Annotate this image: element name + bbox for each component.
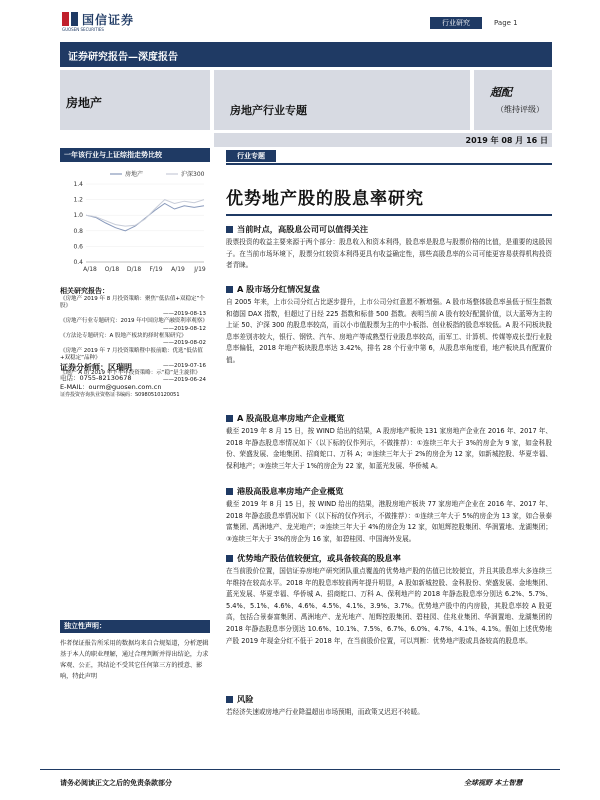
report-date: ——2019-07-16 [163, 362, 206, 369]
series-line-1 [86, 204, 204, 231]
section-body: 股票投资的收益主要来源于两个部分：股息收入和资本利得，股息率是股息与股票价格的比值，是重要的选股因子。在当前市场环境下，股票分红较资本利得更具有收益确定性，那些高股息率的公司可能更容易获得机构投资者青睐。 [226, 238, 552, 270]
y-tick-label: 1.2 [73, 196, 83, 204]
x-tick-label: A/19 [171, 266, 185, 273]
analyst-contact [60, 374, 180, 400]
section-heading: A 股高股息率房地产企业概览 [237, 413, 345, 423]
x-tick-label: O/18 [104, 266, 120, 273]
bullet-icon [226, 555, 233, 562]
bullet-icon [226, 286, 233, 293]
y-tick-label: 1.0 [73, 212, 83, 220]
x-tick-label: J/19 [194, 266, 206, 273]
logo-icon [62, 12, 78, 26]
analyst [60, 362, 132, 373]
y-tick-label: 0.4 [73, 259, 83, 266]
sector-name: 房地产 [66, 96, 103, 110]
date-bar [214, 133, 552, 147]
page-number: Page 1 [494, 19, 518, 27]
section-6 [226, 694, 552, 719]
section-heading: 港股高股息率房地产企业概览 [237, 486, 344, 496]
analyst-label: 证券分析师： [60, 363, 108, 372]
disclaimer-title: 独立性声明： [60, 620, 210, 633]
section-4 [226, 486, 552, 545]
y-tick-label: 0.8 [73, 227, 83, 235]
main-tag: 行业专题 [226, 150, 276, 162]
section-body: 自 2005 年来，上市公司分红占比逐步提升，上市公司分红意愿不断增强。A 股市场整体股息率虽低于恒生指数和德国 DAX 指数，但超过了日经 225 指数和标普 500 指数。表明当前 A 股有较好配置价值，以大蓝筹为主的上证 50、沪深 300 的股息率较高，而以小市值股票为主的中小板指、创业板指的股息率较低。A 股不同板块股息率差别亦较大，银行、钢铁、汽车、房地产等成熟型行业股息率较高，而军工、计算机、传媒等成长型行业股息率偏低，2018 年地产板块股息率达 3.42%，排名 28 个行业中第 6，从股息率角度看，地产板块具有配置价值。 [226, 298, 552, 364]
section-3 [226, 413, 552, 472]
section-heading: 当前时点，高股息公司可以值得关注 [237, 224, 369, 234]
top-category-tag: 行业研究 [430, 17, 482, 29]
bullet-icon [226, 415, 233, 422]
section-body: 截至 2019 年 8 月 15 日，按 WIND 给出的结果，港股房地产板块 77 家房地产企业在 2016 年、2017 年、2018 年静态股息率情况如下（以下标的仅作列示，不做推荐）：①连续三年大于 5%的房企为 13 家，如合景泰富集团、禹洲地产、龙光地产；②连续三年大于 4%的房企为 12 家，如旭辉控股集团、华润置地、龙湖集团；③连续三年大于 3%的房企为 16 家，如碧桂园、中国海外发展。 [226, 500, 552, 543]
disclaimer-text: 作者保证报告所采用的数据均来自合规渠道，分析逻辑基于本人的职业理解，通过合理判断并得出结论，力求客观、公正，其结论不受其它任何第三方的授意、影响，特此声明 [60, 640, 209, 680]
section-heading: 优势地产股估值较便宜，或具备较高的股息率 [237, 553, 401, 563]
y-tick-label: 0.6 [73, 243, 83, 251]
rating-box [474, 70, 552, 130]
company-name-en: GUOSEN SECURITIES [62, 27, 104, 32]
report-item: 《房地产 2019 年 7 月投资策略暨中报前瞻：优选“低估值+双稳定”品种》 [60, 347, 203, 362]
section-body: 截至 2019 年 8 月 15 日，按 WIND 给出的结果，A 股房地产板块 131 家房地产企业在 2016 年、2017 年、2018 年静态股息率情况如下（以下标的仅作列示，不做推荐）：①连续三年大于 3%的房企为 9 家，如金科股份、荣盛发展、金地集团、招商蛇口、万科 A；②连续三年大于 2%的房企为 12 家，如新城控股、华夏幸福、保利地产；③连续三年大于 1%的房企为 22 家，如蓝光发展、华侨城 A。 [226, 427, 552, 470]
report-date: ——2019-06-24 [163, 377, 206, 384]
report-item: 《方法论专题研究：A 股地产板块的择时框架研究》 [60, 333, 187, 340]
analyst-phone: 电话：0755-82130678 [60, 374, 132, 382]
report-date: 2019 年 08 月 16 日 [465, 136, 548, 145]
section-1 [226, 224, 552, 272]
y-tick-label: 1.4 [73, 181, 83, 188]
report-item: 《房地产行业专题研究：2019 年中国房地产融资利率观察》 [60, 318, 208, 325]
section-body: 在当前股价位置，国信证券房地产研究团队重点覆盖的优势地产股的估值已比较便宜，并且其股息率大多连续三年维持在较高水平。2018 年的股息率较前两年提升明显，A 股如新城控股、金科股份、荣盛发展、金地集团、蓝光发展、华夏幸福、华侨城 A、招商蛇口、万科 A、保利地产的 2018 年静态股息率分别达 6.2%、5.7%、5.4%、5.1%、4.6%、4.6%、4.5%、4.1%、3.9%、3.7%。优势地产股中的内房股，其股息率较 A 股更高，包括合景泰富集团、禹洲地产、龙光地产、旭辉控股集团、碧桂园、佳兆业集团、华润置地、龙湖集团的 2018 年静态股息率分别达 10.6%、10.1%、7.5%、6.7%、6.0%、4.7%、4.1%、4.1%。假如上述优势地产股 2019 年现金分红不低于 2018 年，在当前股价位置，可以判断：优势地产股或具备较高的股息率。 [226, 567, 552, 645]
rating-note: （维持评级） [496, 105, 544, 114]
section-5 [226, 553, 552, 647]
title-divider-top [226, 163, 552, 165]
bullet-icon [226, 226, 233, 233]
main-title: 优势地产股的股息率研究 [226, 189, 424, 209]
analyst-email: E-MAIL：ourm@guosen.com.cn [60, 382, 162, 391]
analyst-cert: 证券投资咨询执业资格证书编码：S0980510120051 [60, 392, 180, 398]
section-heading: 风险 [237, 694, 254, 704]
related-reports-title: 相关研究报告： [60, 287, 109, 295]
section-body: 若经济失速或房地产行业降温超出市场预期，而政策又迟迟不转暖。 [226, 708, 424, 716]
report-date: ——2019-08-12 [163, 325, 206, 332]
bullet-icon [226, 488, 233, 495]
sector-box [60, 70, 210, 130]
bullet-icon [226, 696, 233, 703]
legend-label: 沪深300 [181, 171, 205, 178]
report-item: 《地产 A 组 2019 年下半年投资策略：示“稳”是主旋律》 [60, 370, 201, 377]
footer-divider [40, 769, 560, 770]
legend-label: 房地产 [125, 171, 144, 178]
report-item: 《房地产 2019 年 8 月投资策略：聚焦“低估值+双稳定”个股》 [60, 296, 205, 310]
footer-disclaimer: 请务必阅读正文之后的免责条款部分 [60, 779, 172, 787]
analyst-name: 区瑞明 [108, 363, 132, 372]
section-2 [226, 284, 552, 367]
report-type-band [60, 42, 552, 67]
x-tick-label: F/19 [149, 266, 163, 273]
section-heading: A 股市场分红情况复盘 [237, 284, 320, 294]
chart-title: 一年该行业与上证综指走势比较 [60, 148, 210, 162]
report-date: ——2019-08-13 [163, 310, 206, 317]
rating: 超配 [490, 86, 512, 99]
title-divider-bottom [226, 214, 552, 216]
subtitle-box [214, 70, 470, 130]
x-tick-label: A/18 [83, 266, 97, 273]
footer-slogan: 全球视野 本土智慧 [464, 779, 523, 787]
performance-chart [60, 162, 210, 280]
company-name: 国信证券 [82, 13, 135, 27]
report-type: 证券研究报告—深度报告 [68, 52, 178, 63]
x-tick-label: D/18 [126, 266, 142, 273]
report-subtitle: 房地产行业专题 [230, 104, 307, 117]
report-date: ——2019-08-02 [163, 340, 206, 347]
